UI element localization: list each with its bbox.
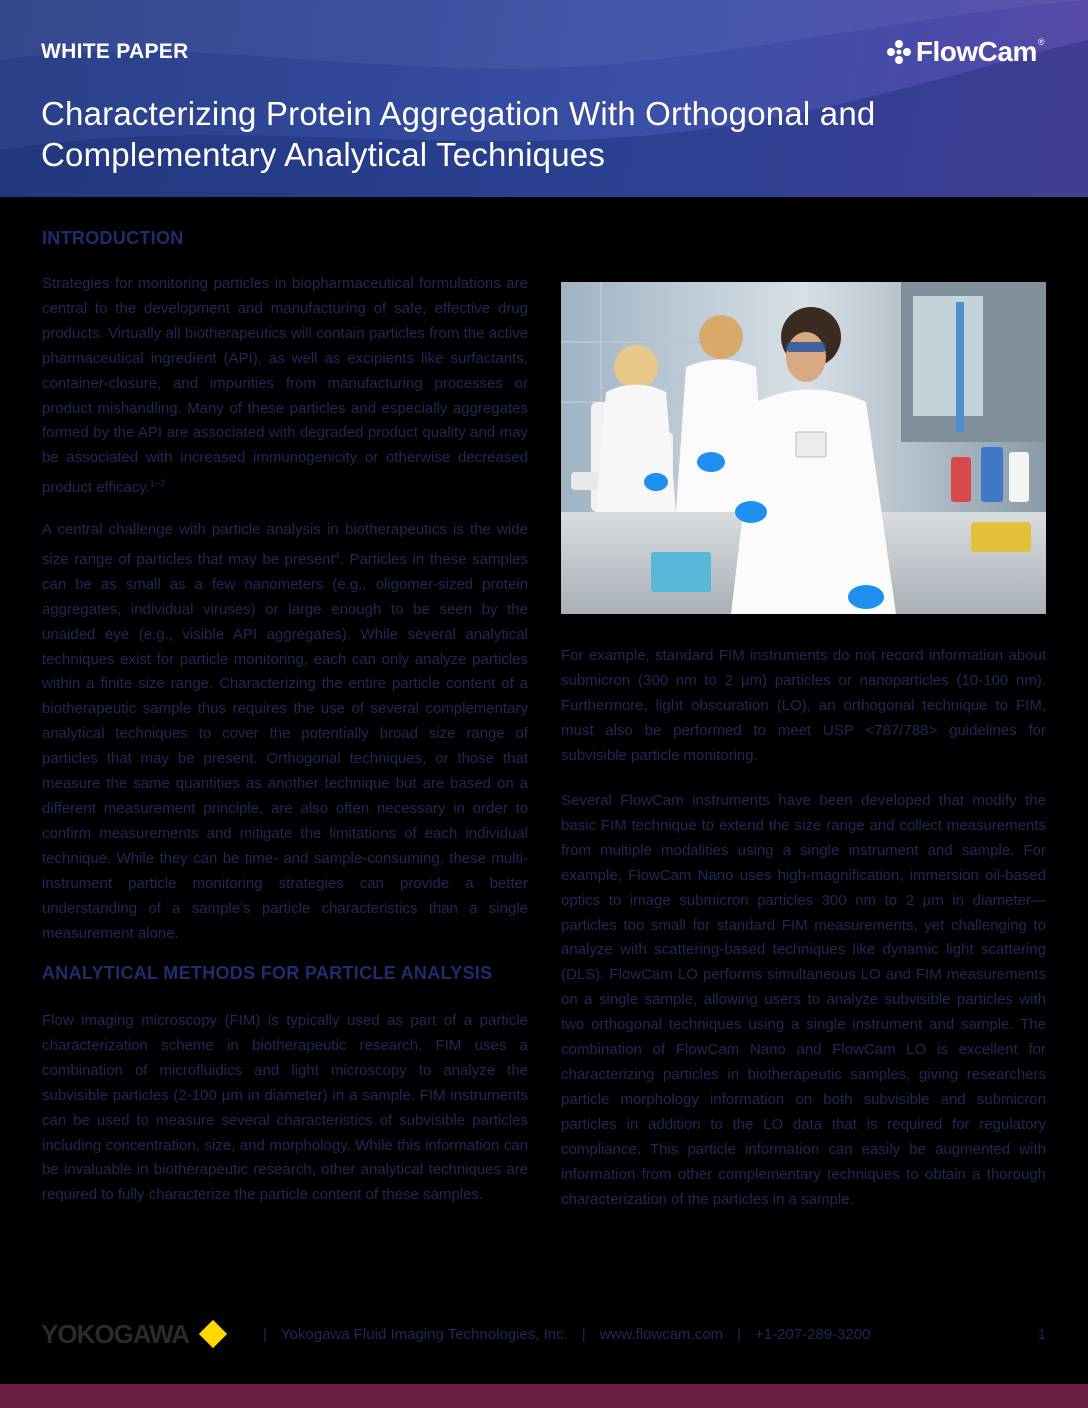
footer-phone: +1-207-289-3200: [754, 1325, 871, 1343]
page-number: 1: [1037, 1325, 1046, 1343]
footer-separator: |: [737, 1325, 741, 1343]
footer-company: Yokogawa Fluid Imaging Technologies, Inc.: [280, 1325, 568, 1343]
footer-separator: |: [263, 1325, 267, 1343]
intro-paragraph-2-reference: 4: [334, 549, 340, 560]
intro-paragraph-1: [42, 272, 528, 501]
brand-name: FlowCam: [915, 36, 1037, 67]
intro-paragraph-2-text-a: A central challenge with particle analysis in biotherapeutics is the wide size range of particles that may be present: [42, 521, 528, 568]
flowcam-logo[interactable]: [886, 36, 1044, 68]
flowcam-logo-icon: [886, 39, 912, 65]
intro-paragraph-1-reference: 1–3: [149, 478, 165, 489]
right-paragraph-2: Several FlowCam instruments have been developed that modify the basic FIM technique to extend the size range and collect measurements from multiple modalities using a single instrument and sample. For example, FlowCam Nano uses high-magnification, immersion oil-based optics to image submicron particles 300 nm to 2 µm in diameter—particles too small for standard FIM measurements, yet challenging to analyze with scattering-based techniques like dynamic light scattering (DLS). FlowCam LO performs simultaneous LO and FIM measurements on a single sample, allowing users to analyze subvisible particles with two orthogonal techniques using a single instrument and sample. The combination of FlowCam Nano and FlowCam LO is excellent for characterizing particles in biotherapeutic samples, giving researchers particle morphology information on both subvisible and submicron particles in addition to the LO data that is required for regulatory compliance. This particle information can easily be augmented with information from other complementary techniques to obtain a thorough characterization of the particles in a sample.: [561, 792, 1046, 1208]
laboratory-photo: [561, 282, 1046, 614]
footer-bar: [0, 1384, 1088, 1408]
yokogawa-logo: YOKOGAWA: [41, 1318, 190, 1349]
methods-heading: ANALYTICAL METHODS FOR PARTICLE ANALYSIS: [42, 963, 493, 983]
intro-paragraph-2-text-b: . Particles in these samples can be as small as a few nanometers (e.g., oligomer-sized protein aggregates, individual viruses) or large enough to be seen by the unaided eye (e.g., visible API aggregates). While several analytical techniques exist for particle monitoring, each can only analyze particles within a finite size range. Characterizing the entire particle content of a biotherapeutic sample thus requires the use of several complementary analytical techniques to cover the potentially broad size range of particles that may be present. Orthogonal techniques, or those that measure the same quantities as another technique but are based on a different measurement principle, are also often necessary in order to confirm measurements and mitigate the limitations of each individual technique. While they can be time- and sample-consuming, these multi-instrument particle monitoring strategies can provide a better understanding of a sample’s particle characteristics than a single measurement alone.: [42, 550, 528, 942]
footer-website-link[interactable]: www.flowcam.com: [599, 1325, 724, 1343]
header-banner: [0, 0, 1088, 197]
page-footer: [41, 1318, 1046, 1350]
footer-separator: |: [581, 1325, 586, 1343]
lab-scientists-illustration: [561, 282, 1046, 614]
page-title: Characterizing Protein Aggregation With Orthogonal and Complementary Analytical Techniques: [41, 95, 876, 173]
methods-paragraph-1: Flow imaging microscopy (FIM) is typically used as part of a particle characterization scheme in biotherapeutic research. FIM uses a combination of microfluidics and light microscopy to analyze the subvisible particles (2-100 µm in diameter) in a sample. FIM instruments can be used to measure several characteristics of subvisible particles including concentration, size, and morphology. While this information can be invaluable in biotherapeutic research, other analytical techniques are required to fully characterize the particle content of these samples.: [42, 1012, 528, 1204]
introduction-heading: INTRODUCTION: [42, 228, 184, 248]
intro-paragraph-1-text: Strategies for monitoring particles in biopharmaceutical formulations are central to the development and manufacturing of safe, effective drug products. Virtually all biotherapeutics will contain particles from the active pharmaceutical ingredient (API), as well as excipients like surfactants, container-closure, and impurities from manufacturing processes or product mishandling. Many of these particles and especially aggregates formed by the API are associated with degraded product quality and may be associated with increased immunogenicity or otherwise decreased product efficacy.: [42, 275, 528, 497]
yokogawa-diamond-icon: [199, 1320, 227, 1348]
right-paragraph-1: For example, standard FIM instruments do not record information about submicron (300 nm to 2 µm) particles or nanoparticles (10-100 nm). Furthermore, light obscuration (LO), an orthogonal technique to FIM, must also be performed to meet USP <787/788> guidelines for subvisible particle monitoring.: [561, 647, 1046, 764]
registered-mark: ®: [1037, 37, 1044, 47]
intro-paragraph-2: [42, 518, 528, 946]
document-type-label: WHITE PAPER: [41, 40, 189, 63]
